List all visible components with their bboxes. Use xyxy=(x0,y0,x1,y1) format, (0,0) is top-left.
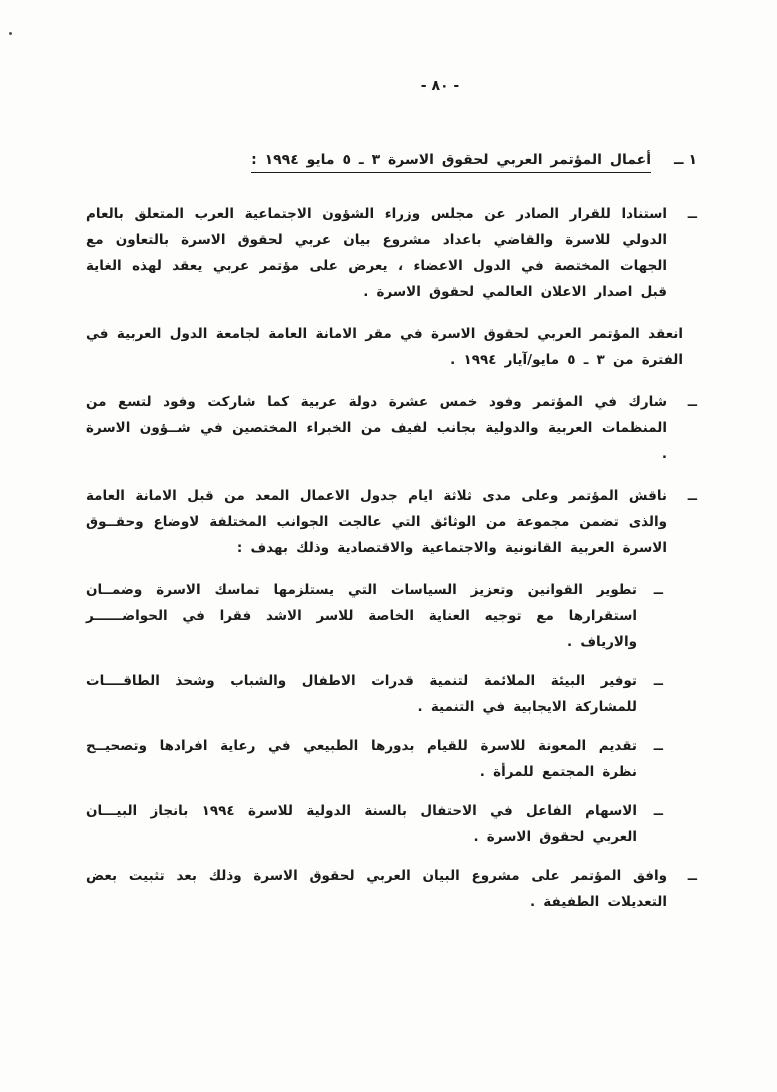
bullet-dash: ــ xyxy=(687,488,697,504)
sub-paragraph-block xyxy=(86,798,663,850)
paragraph-text: استنادا للقرار الصادر عن مجلس وزراء الشؤون الاجتماعية العرب المتعلق بالعام الدولي للاسرة والقاضي باعداد مشروع بيان عربي لحقوق الاسرة بالتعاون مع الجهات المختصة في الدول الاعضاء ، يعرض على مؤتمر عربي يعقد لهذه الغاية قبل اصدار الاعلان العالمي لحقوق الاسرة . xyxy=(86,206,667,300)
scan-artifact-dot xyxy=(9,32,12,35)
bullet-dash: ــ xyxy=(687,394,697,410)
bullet-dash: ــ xyxy=(653,582,663,598)
paragraph-text: ناقش المؤتمر وعلى مدى ثلاثة ايام جدول الاعمال المعد من قبل الامانة العامة والذى تضمن مجموعة من الوثائق التي عالجت الجوانب المختلفة لاوضاع وحقــوق الاسرة العربية القانونية والاجتماعية والاقتصادية وذلك بهدف : xyxy=(86,488,667,556)
paragraph-block xyxy=(86,863,697,915)
bullet-dash: ــ xyxy=(653,803,663,819)
paragraph-text: تطوير القوانين وتعزيز السياسات التي يستلزمها تماسك الاسرة وضمــان استقرارها مع توجيه العناية الخاصة للاسر الاشد فقرا في الحواضــــــر والارياف . xyxy=(86,582,637,650)
bullet-dash: ــ xyxy=(687,868,697,884)
paragraph-text: الاسهام الفاعل في الاحتفال بالسنة الدولية للاسرة ١٩٩٤ بانجاز البيـــان العربي لحقوق الاسرة . xyxy=(86,803,637,845)
paragraph-block xyxy=(86,389,697,467)
bullet-dash: ــ xyxy=(687,206,697,222)
bullet-dash: ــ xyxy=(653,673,663,689)
section-heading xyxy=(86,152,697,173)
paragraph-text: شارك في المؤتمر وفود خمس عشرة دولة عربية كما شاركت وفود لتسع من المنظمات العربية والدولية بجانب لفيف من الخبراء المختصين في شــؤون الاسرة . xyxy=(86,394,667,462)
sub-paragraph-block xyxy=(86,577,663,655)
heading-title: أعمال المؤتمر العربي لحقوق الاسرة ٣ ـ ٥ مايو ١٩٩٤ : xyxy=(251,152,651,173)
paragraph-text: وافق المؤتمر على مشروع البيان العربي لحقوق الاسرة وذلك بعد تثبيت بعض التعديلات الطفيفة . xyxy=(86,868,667,910)
page-number: - ٨٠ - xyxy=(420,78,460,94)
paragraph-text: توفير البيئة الملائمة لتنمية قدرات الاطفال والشباب وشحذ الطاقــــات للمشاركة الايجابية في التنمية . xyxy=(86,673,637,715)
sub-paragraph-block xyxy=(86,668,663,720)
paragraph-text: تقديم المعونة للاسرة للقيام بدورها الطبيعي في رعاية افرادها وتصحيــح نظرة المجتمع للمرأة . xyxy=(86,738,637,780)
paragraph-text: انعقد المؤتمر العربي لحقوق الاسرة في مقر الامانة العامة لجامعة الدول العربية في الفترة من ٣ ـ ٥ مايو/آيار ١٩٩٤ . xyxy=(86,326,683,368)
bullet-dash: ــ xyxy=(653,738,663,754)
sub-paragraph-block xyxy=(86,733,663,785)
heading-number: ١ ــ xyxy=(674,152,697,168)
paragraph-block xyxy=(86,483,697,561)
paragraph-block xyxy=(86,201,697,305)
paragraph-block xyxy=(86,321,697,373)
document-content xyxy=(86,152,697,931)
